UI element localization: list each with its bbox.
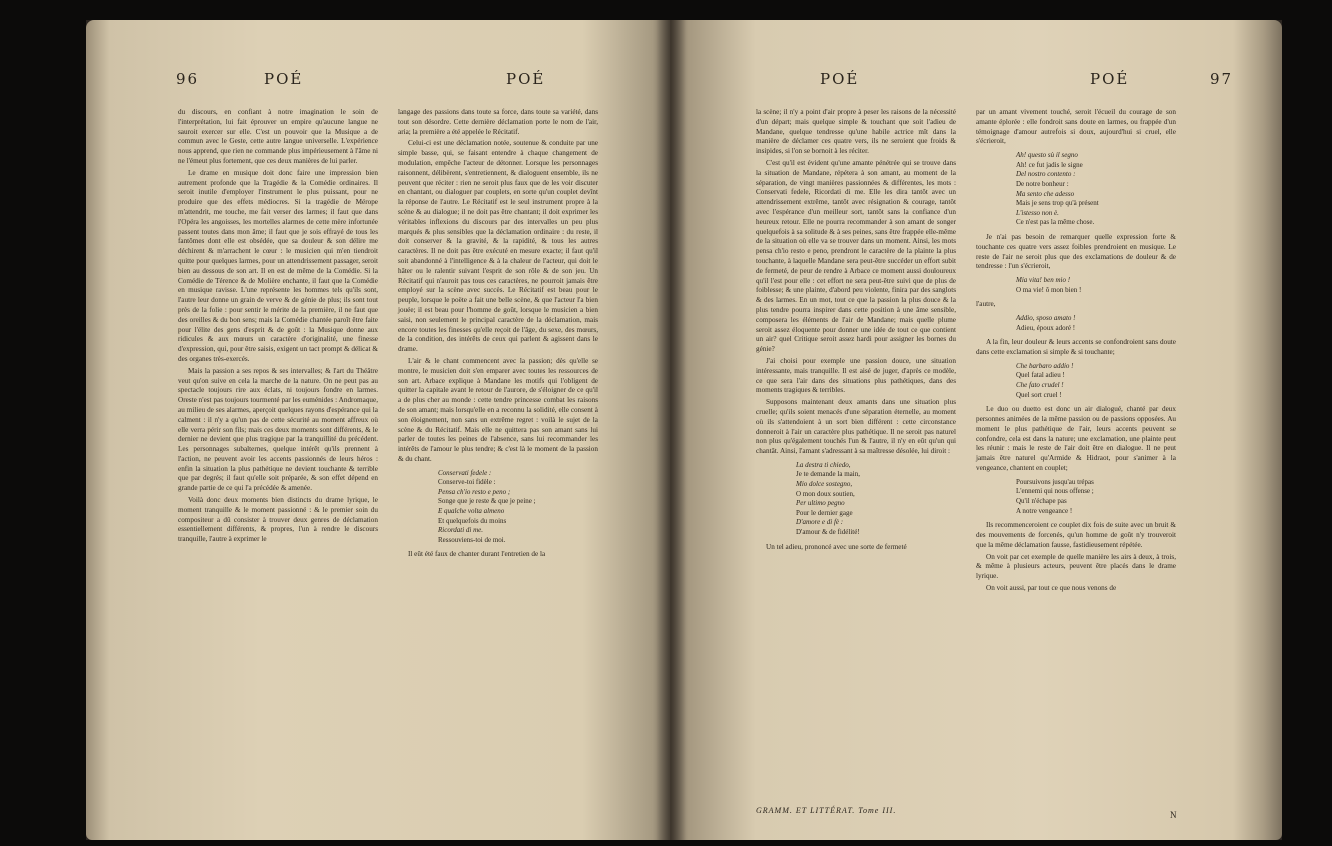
verse-block [1016,478,1176,516]
paragraph: par un amant vivement touché, seroit l'écueil du courage de son amante éplorée : elle fondroit sans doute en larmes, ou frappée d'un témoignage d'amour autrefois si doux, aujourd'hui si cruel, elle s'écrieroit, [976,108,1176,146]
paragraph: A la fin, leur douleur & leurs accents se confondroient sans doute dans cette exclamation si simple & si touchante; [976,338,1176,357]
page-number-right: 97 [1210,70,1234,88]
verse-line: L'istesso non è. [1016,208,1059,217]
verse-line: Ah! ce fut jadis le signe [1016,160,1083,169]
verse-line: Per ultimo pegno [796,499,845,508]
verse-line: Del nostro contento : [1016,170,1076,179]
verse-line: Pensa ch'io resto e peno ; [438,487,511,496]
verse-line: Ressouviens-toi de moi. [438,535,506,544]
paragraph: On voit aussi, par tout ce que nous venons de [986,584,1117,592]
running-head-right-1: POÉ [820,70,860,88]
paragraph: Celui-ci est une déclamation notée, soutenue & conduite par une simple basse, qui, se faisant entendre à chaque changement de modulation, empêche l'acteur de détonner. Lorsque les personnages raisonnent, délibèrent, s'entretiennent, & dialoguent ensemble, ils ne peuvent que réciter : rien ne seroit plus faux que de les voir discuter en chantant, ou dialoguer par couplets, en sorte qu'un couplet devînt la réponse de l'autre. Le Récitatif est le seul instrument propre à la scène & au dialogue; il ne doit pas être chantant; il doit exprimer les véritables inflexions du discours par des intervalles un peu plus marqués & plus sensibles que la déclamation ordinaire : du reste, il doit conserver & la gravité, & la rapidité, & tous les autres caractères. Il ne doit pas être exécuté en mesure exacte; il faut qu'il soit abandonné à l'intelligence & à la chaleur de l'acteur, qui doit le hâter ou le ralentir suivant l'esprit de son rôle & de son jeu. Un Récitatif qui n'auroit pas tous ces caractères, ne pourroit jamais être employé sur la scène avec succès. Le Récitatif est beau pour le peuple, lorsque le poëte a fait une belle scène, & que l'acteur l'a bien jouée; il est beau pour l'homme de goût, lorsque le musicien a bien saisi, non seulement le principal caractère de la déclamation, mais encore toutes les finesses qu'elle reçoit de l'âge, du sexe, des mœurs, de la condition, des intérêts de ceux qui parlent & agissent dans le drame. [398,139,598,354]
verse-line: Ma sento che adesso [1016,189,1075,198]
paragraph: Je n'ai pas besoin de remarquer quelle expression forte & touchante ces quatre vers assez foibles prendroient en musique. Le reste de l'air ne seroit plus que des exclamations de douleur & de tendresse : l'un s'écrieroit, [976,232,1176,271]
verse-line: Che fato crudel ! [1016,381,1064,390]
verse-line: Adieu, époux adoré ! [1016,323,1076,332]
paragraph: On voit par cet exemple de quelle manière les airs à deux, à trois, & même à plusieurs acteurs, peuvent être placés dans le drame lyrique. [976,552,1176,581]
running-head-left-1: POÉ [264,70,304,88]
paragraph: du discours, en confiant à notre imagination le soin de l'interprétation, lui fait éprouver un empire qu'aucune langue ne sauroit exercer sur elle. C'est un pouvoir que la Musique a de commun avec le Geste, cette autre langue universelle. L'expérience nous apprend, que rien ne commande plus impérieusement à l'âme ni ne l'émeut plus fortement, que ces deux manières de lui parler. [178,108,378,165]
paragraph: l'autre, [976,300,996,309]
page-number-left: 96 [176,70,200,88]
verse-line: D'amore e di fè : [796,518,844,527]
paragraph: la scène; il n'y a point d'air propre à peser les raisons de la nécessité d'un départ; mais quelque simple & touchant que soit l'adieu de Mandane, quelque tendresse qu'une habile actrice mît dans la manière de déclamer ces quatre vers, ils ne seroient que froids & insipides, si l'on se bornoit à les réciter. [756,108,956,156]
verse-line: Ce n'est pas la même chose. [1016,218,1095,227]
paragraph: L'air & le chant commencent avec la passion; dès qu'elle se montre, le musicien doit s'en emparer avec toutes les ressources de son art. Arbace explique à Mandane les motifs qui l'obligent de quitter la capitale avant le retour de l'aurore, de s'éloigner de ce qu'il a de plus cher au monde : cette tendre princesse combat les raisons de son amant; mais lorsqu'elle en a reconnu la solidité, elle consent à son éloignement, non sans un extrême regret : voilà le sujet de la scène & du Récitatif. Mais elle ne quittera pas son amant sans lui parler de toutes les peines de l'absence, sans lui recommander les intérêts de l'amour le plus tendre; & c'est là le moment de la passion & du chant. [398,356,598,463]
verse-line: O mon doux soutien, [796,489,855,498]
verse-line: Mais je sens trop qu'à présent [1016,199,1099,208]
paragraph: J'ai choisi pour exemple une passion douce, une situation intéressante, mais tranquille. Il est aisé de juger, d'après ce modèle, ce que sera l'air dans des situations plus pathétiques, dans des moments tragiques & terribles. [756,356,956,395]
verse-line: Mia vita! ben mio ! [1016,276,1071,285]
running-head-right-2: POÉ [1090,70,1130,88]
right-page [670,20,1282,840]
verse-block [796,461,956,538]
left-page [86,20,670,840]
verse-line: Et quelquefois du moins [438,516,507,525]
running-head-left-2: POÉ [506,70,546,88]
verse-line: Mio dolce sostegno, [796,480,853,489]
verse-line: Conservati fedele : [438,468,492,477]
verse-block [1016,151,1176,228]
verse-line: Pour le dernier gage [796,508,853,517]
verse-line: Addio, sposo amato ! [1016,314,1076,323]
right-page-column-2 [976,108,1176,596]
verse-line: Quel fatal adieu ! [1016,371,1065,380]
verse-block [1016,276,1176,295]
book-gutter [656,20,686,840]
verse-line: Conserve-toi fidèle : [438,478,496,487]
paragraph: C'est qu'il est évident qu'une amante pénétrée qui se trouve dans la situation de Mandane, répétera à son amant, au moment de la séparation, de vingt manières passionnées & différentes, les mots : Conservati fedele, Ricordati di me. Elle les dira tantôt avec un attendrissement extrême, tantôt avec résignation & courage, tantôt avec l'espérance d'un meilleur sort, tantôt sans la confiance d'un heureux retour. Elle ne pourra recommander à son amant de songer quelquefois à sa solitude & à ses peines, sans être frappée elle-même de la situation où elle va se trouver dans un moment. Ainsi, les mots pensa ch'io resto e peno, prendront le caractère de la plainte la plus touchante, à laquelle Mandane sera peut-être succéder un effort subit de fermeté, de peur de rendre à Arbace ce moment aussi douloureux qu'il l'est pour elle : cet effort ne sera peut-être suivi que de plus de foiblesse; & une plainte, d'abord peu violente, finira par des sanglots & des larmes. En un mot, tout ce que la passion la plus douce & la plus tendre pourra inspirer dans cette position à une âme sensible, composera les éléments de l'air de Mandane; mais quelle plume seroit assez éloquente pour donner une idée de tout ce que contient un air? quel Critique seroit assez hardi pour assigner les bornes du génie? [756,158,956,354]
left-page-column-2 [398,108,598,562]
verse-line: Ricordati di me. [438,526,484,535]
paragraph: Ils recommenceroient ce couplet dix fois de suite avec un bruit & des mouvements de forcenés, qu'un homme de goût n'y trouveroit que la même déclamation fausse, fastidieusement répétée. [976,521,1176,549]
verse-line: Ah! questo sù il segno [1016,151,1078,160]
verse-line: Je te demande la main, [796,470,860,479]
verse-line: Che barbaro addio ! [1016,361,1074,370]
paragraph: langage des passions dans toute sa force, dans toute sa variété, dans tout son désordre. Cette dernière déclamation porte le nom de l'air, aria; la première a été appelée le Récitatif. [398,108,598,136]
paragraph: Le drame en musique doit donc faire une impression bien autrement profonde que la Tragédie & la Comédie ordinaires. Il seroit inutile d'employer l'instrument le plus puissant, pour ne produire que des effets médiocres. Si la tragédie de Mérope m'attendrit, me touche, me fait verser des larmes; il faut que dans l'Opéra les angoisses, les mortelles alarmes de cette mère infortunée passent toutes dans mon âme; il faut que je sois effrayé de tous les fantômes dont elle est obsédée, que sa douleur & son délire me déchirent & m'arrachent le cœur : le musicien qui m'en tiendroit quitte pour quelques larmes, pour un attendrissement passager, seroit bien au dessous de son art. Il en est de même de la Comédie. Si la Comédie de Térence & de Molière enchante, il faut que la Comédie en musique ravisse. L'une représente les hommes tels qu'ils sont, l'autre leur donne un grain de verve & de génie de plus; ils sont tout près de la folie : pour sentir le mérite de la première, il ne faut que des oreilles & du bon sens; mais la Comédie chantée paroît être faite pour l'élite des gens d'esprit & de goût : la Musique donne aux ridicules & aux mœurs un caractère d'originalité, une finesse d'expression, qui, pour être saisis, exigent un tact prompt & délicat & des organes très-exercés. [178,168,378,363]
verse-block [438,469,598,546]
verse-line: E qualche volta almeno [438,507,505,516]
verse-line: A notre vengeance ! [1016,506,1073,515]
verse-block [1016,362,1176,400]
right-page-column-1 [756,108,956,554]
verse-line: Qu'il n'échape pas [1016,497,1067,506]
paragraph: Mais la passion a ses repos & ses intervalles; & l'art du Théâtre veut qu'on suive en cela la marche de la nature. On ne peut pas au spectacle toujours rire aux éclats, ni toujours fondre en larmes. Oreste n'est pas toujours tourmenté par les euménides : Andromaque, au milieu de ses alarmes, aperçoit quelques rayons d'espérance qui la calment : il n'y a qu'un pas de cette sécurité au moment affreux où elle verra périr son fils; mais ces deux moments sont différents, & le dernier ne devient que plus tragique par la tranquillité du précédent. Les personnages subalternes, quelque intérêt qu'ils prennent à l'action, ne peuvent avoir les accents passionnés de leurs héros : enfin la situation la plus pathétique ne devient touchante & terrible que par degrés; il faut qu'elle soit préparée, & son effet dépend en grande partie de ce qui l'a précédée & amenée. [178,366,378,493]
open-book [86,20,1282,840]
paragraph: Le duo ou duetto est donc un air dialogué, chanté par deux personnes animées de la même passion ou de passions opposées. Au moment le plus pathétique de l'air, leurs accents peuvent se confondre, cela est dans la nature; une exclamation, une plainte peut les réunir : mais le reste de l'air doit être en dialogue. Il ne peut jamais être naturel qu'Armide & Hidraot, pour s'animer à la vengeance, chantent en couplet; [976,405,1176,473]
paragraph: Supposons maintenant deux amants dans une situation plus cruelle; qu'ils soient menacés d'une séparation éternelle, au moment où ils s'attendoient à un sort bien différent : cette circonstance donneroit à l'air un caractère plus pathétique. Il ne seroit pas naturel non plus qu'également touchés l'un & l'autre, il n'y en eût qu'un qui chantât. Ainsi, l'amant s'adressant à sa maîtresse désolée, lui diroit : [756,398,956,456]
verse-line: O ma vie! ô mon bien ! [1016,285,1082,294]
verse-line: Quel sort cruel ! [1016,390,1062,399]
verse-line: De notre bonheur : [1016,179,1069,188]
verse-line: D'amour & de fidélité! [796,528,860,537]
paragraph: Il eût été faux de chanter durant l'entretien de la [408,550,546,559]
paragraph: Un tel adieu, prononcé avec une sorte de fermeté [766,542,907,551]
signature-mark: N [1170,810,1177,820]
verse-line: Songe que je reste & que je peine ; [438,497,536,506]
verse-line: Poursuivons jusqu'au trépas [1016,477,1094,486]
paragraph: Voilà donc deux moments bien distincts du drame lyrique, le moment tranquille & le moment passionné : & le premier soin du compositeur a dû consister à trouver deux genres de déclamation essentiellement différents, & propres, l'un à rendre le discours tranquille, l'autre à exprimer le [178,496,378,544]
left-page-column-1 [178,108,378,547]
footer-signature-line: GRAMM. ET LITTÉRAT. Tome III. [756,806,897,815]
verse-line: L'ennemi qui nous offense ; [1016,487,1094,496]
verse-block [1016,314,1176,333]
verse-line: La destra ti chiedo, [796,460,851,469]
